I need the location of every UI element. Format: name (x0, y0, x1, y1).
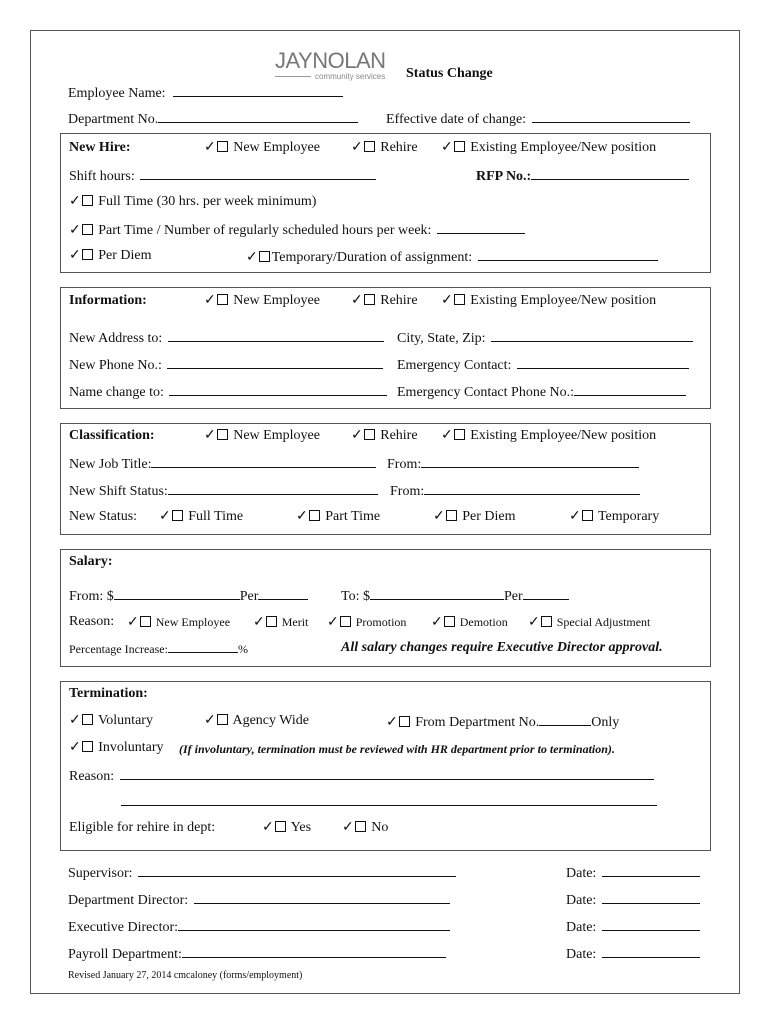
executive-director-date-field[interactable] (602, 918, 700, 931)
checkbox-icon[interactable]: ✓ (528, 614, 552, 631)
checkbox-icon[interactable]: ✓ (441, 428, 465, 444)
department-director-date-row (566, 891, 700, 909)
city-state-zip-label: City, State, Zip: (397, 331, 486, 346)
emergency-contact-label: Emergency Contact: (397, 358, 512, 373)
executive-director-signature-field[interactable] (178, 918, 450, 931)
effective-date-row (386, 110, 690, 128)
new-phone-field[interactable] (167, 356, 383, 369)
new-phone-label: New Phone No.: (69, 358, 162, 373)
supervisor-label: Supervisor: (68, 866, 133, 881)
checkbox-icon[interactable]: ✓ (69, 248, 93, 264)
checkbox-icon[interactable]: ✓ (69, 194, 93, 210)
checkbox-icon[interactable]: ✓ (253, 614, 277, 631)
checkbox-icon[interactable]: ✓ (204, 428, 228, 444)
salary-from-field[interactable] (114, 587, 240, 600)
salary-to-label: To: $ (341, 589, 370, 604)
payroll-department-row (68, 945, 446, 963)
percentage-increase-row (69, 641, 248, 657)
classification-option-rehire[interactable]: ✓ Rehire (351, 428, 418, 443)
termination-reason-label: Reason: (69, 769, 115, 784)
department-director-label: Department Director: (68, 893, 189, 908)
employee-name-label: Employee Name: (68, 86, 166, 101)
status-option-part-time[interactable]: ✓ Part Time (296, 509, 381, 524)
form-page (30, 30, 740, 994)
checkbox-icon[interactable]: ✓ (262, 820, 286, 836)
supervisor-row (68, 864, 456, 882)
status-option-temporary[interactable]: ✓ Temporary (569, 509, 660, 524)
department-no-row (68, 110, 358, 128)
shift-hours-field[interactable] (140, 167, 376, 180)
salary-to-field[interactable] (370, 587, 504, 600)
new-hire-section (60, 133, 711, 273)
executive-director-row (68, 918, 450, 936)
supervisor-date-row (566, 864, 700, 882)
name-change-field[interactable] (169, 383, 387, 396)
new-hire-option-existing[interactable]: ✓ Existing Employee/New position (441, 140, 657, 155)
temporary-label: Temporary/Duration of assignment: (271, 250, 473, 265)
status-option-full-time[interactable]: ✓ Full Time (159, 509, 244, 524)
rfp-field[interactable] (531, 167, 689, 180)
checkbox-icon[interactable]: ✓ (127, 614, 151, 631)
job-from-label: From: (387, 457, 422, 472)
checkbox-icon[interactable]: ✓ (69, 740, 93, 756)
name-change-row (69, 383, 387, 401)
termination-heading: Termination: (69, 686, 148, 701)
reason-option-new-employee[interactable]: ✓ New Employee (127, 615, 231, 630)
percentage-increase-label: Percentage Increase: (69, 642, 168, 656)
checkbox-icon[interactable]: ✓ (327, 614, 351, 631)
executive-director-label: Executive Director: (68, 920, 179, 935)
effective-date-field[interactable] (532, 110, 690, 123)
classification-section (60, 423, 711, 535)
temporary-option[interactable] (246, 248, 658, 266)
executive-director-date-row (566, 918, 700, 936)
new-hire-heading: New Hire: (69, 140, 131, 155)
employee-name-field[interactable] (173, 84, 343, 97)
emergency-contact-field[interactable] (517, 356, 689, 369)
department-no-label: Department No. (68, 112, 159, 127)
new-phone-row (69, 356, 383, 374)
voluntary-option[interactable]: ✓ Voluntary (69, 713, 153, 728)
payroll-department-date-field[interactable] (602, 945, 700, 958)
agency-wide-option[interactable]: ✓ Agency Wide (204, 713, 310, 728)
date-label: Date: (566, 893, 597, 908)
reason-option-special-adjustment[interactable]: ✓ Special Adjustment (528, 615, 651, 630)
checkbox-icon[interactable]: ✓ (69, 713, 93, 729)
termination-reason-line-2 (121, 793, 657, 811)
classification-option-existing[interactable]: ✓ Existing Employee/New position (441, 428, 657, 443)
percentage-increase-field[interactable] (168, 641, 238, 653)
date-label: Date: (566, 866, 597, 881)
salary-per-label-2: Per (503, 589, 523, 604)
name-change-label: Name change to: (69, 385, 164, 400)
per-diem-label: Per Diem (98, 248, 152, 263)
supervisor-signature-field[interactable] (138, 864, 456, 877)
employee-name-row (68, 84, 343, 102)
termination-section (60, 681, 711, 851)
involuntary-option[interactable]: ✓ Involuntary (69, 740, 164, 755)
information-heading: Information: (69, 293, 147, 308)
salary-section (60, 549, 711, 667)
new-hire-option-rehire[interactable]: ✓ Rehire (351, 140, 418, 155)
information-section (60, 287, 711, 409)
checkbox-icon[interactable]: ✓ (441, 293, 465, 309)
checkbox-icon[interactable]: ✓ (351, 293, 375, 309)
termination-reason-field[interactable] (120, 767, 654, 780)
part-time-hours-field[interactable] (437, 221, 525, 234)
shift-hours-label: Shift hours: (69, 169, 135, 184)
department-director-row (68, 891, 450, 909)
jaynolan-logo (275, 49, 415, 87)
department-director-date-field[interactable] (602, 891, 700, 904)
emergency-phone-label: Emergency Contact Phone No.: (397, 385, 575, 400)
emergency-phone-row (397, 383, 686, 401)
new-job-title-field[interactable] (151, 455, 376, 468)
termination-reason-field-2[interactable] (121, 793, 657, 806)
salary-approval-note: All salary changes require Executive Director approval. (341, 640, 663, 655)
from-department-option[interactable]: ✓ From Department No. Only (386, 715, 620, 730)
eligible-yes-option[interactable]: ✓ Yes (262, 820, 312, 835)
reason-option-demotion[interactable]: ✓ Demotion (431, 615, 508, 630)
job-from-field[interactable] (421, 455, 639, 468)
checkbox-icon[interactable]: ✓ (204, 713, 228, 729)
emergency-phone-field[interactable] (574, 383, 686, 396)
date-label: Date: (566, 947, 597, 962)
logo-wordmark: JAYNOLAN (275, 48, 386, 73)
information-option-rehire[interactable]: ✓ Rehire (351, 293, 418, 308)
new-shift-status-row (69, 482, 378, 500)
salary-from-label: From: $ (69, 589, 114, 604)
new-status-label: New Status: (69, 509, 138, 524)
checkbox-icon[interactable]: ✓ (69, 223, 93, 239)
salary-heading: Salary: (69, 554, 113, 569)
department-director-signature-field[interactable] (194, 891, 450, 904)
full-time-option[interactable] (69, 194, 316, 210)
logo-tagline: community services (315, 72, 386, 81)
new-job-title-label: New Job Title: (69, 457, 152, 472)
information-option-existing[interactable]: ✓ Existing Employee/New position (441, 293, 657, 308)
checkbox-icon[interactable]: ✓ (296, 509, 320, 525)
reason-option-promotion[interactable]: ✓ Promotion (327, 615, 407, 630)
new-hire-option-new-employee[interactable]: ✓ New Employee (204, 140, 320, 155)
reason-option-merit[interactable]: ✓ Merit (253, 615, 309, 630)
date-label: Date: (566, 920, 597, 935)
salary-to-row (341, 587, 569, 605)
full-time-label: Full Time (30 hrs. per week minimum) (98, 194, 317, 209)
rfp-label: RFP No.: (476, 169, 532, 184)
classification-heading: Classification: (69, 428, 155, 443)
checkbox-icon[interactable]: ✓ (204, 293, 228, 309)
checkbox-icon[interactable]: ✓ (441, 140, 465, 156)
temporary-duration-field[interactable] (478, 248, 658, 261)
salary-from-per-field[interactable] (258, 587, 308, 600)
checkbox-icon[interactable]: ✓ (433, 509, 457, 525)
payroll-department-signature-field[interactable] (182, 945, 446, 958)
new-address-field[interactable] (168, 329, 384, 342)
shift-from-label: From: (390, 484, 425, 499)
new-address-row (69, 329, 384, 347)
new-shift-status-label: New Shift Status: (69, 484, 168, 499)
effective-date-label: Effective date of change: (386, 112, 527, 127)
payroll-department-label: Payroll Department: (68, 947, 182, 962)
checkbox-icon[interactable]: ✓ (431, 614, 455, 631)
involuntary-note: (If involuntary, termination must be reviewed with HR department prior to termination). (179, 742, 615, 756)
emergency-contact-row (397, 356, 689, 374)
revision-footer: Revised January 27, 2014 cmcaloney (forms/employment) (68, 970, 303, 981)
part-time-label: Part Time / Number of regularly scheduled hours per week: (98, 223, 432, 238)
city-state-zip-row (397, 329, 693, 347)
new-address-label: New Address to: (69, 331, 163, 346)
per-diem-option[interactable] (69, 248, 152, 264)
checkbox-icon[interactable]: ✓ (246, 250, 270, 266)
classification-option-new-employee[interactable]: ✓ New Employee (204, 428, 320, 443)
checkbox-icon[interactable]: ✓ (351, 428, 375, 444)
checkbox-icon[interactable]: ✓ (386, 715, 410, 731)
information-option-new-employee[interactable]: ✓ New Employee (204, 293, 320, 308)
status-option-per-diem[interactable]: ✓ Per Diem (433, 509, 516, 524)
salary-from-row (69, 587, 308, 605)
part-time-option[interactable] (69, 221, 525, 239)
rfp-row (476, 167, 689, 185)
new-job-title-row (69, 455, 376, 473)
new-shift-status-field[interactable] (168, 482, 378, 495)
salary-per-label: Per (239, 589, 259, 604)
city-state-zip-field[interactable] (491, 329, 693, 342)
shift-from-field[interactable] (424, 482, 640, 495)
termination-reason-row (69, 767, 654, 785)
salary-reason-label: Reason: (69, 614, 115, 629)
salary-to-per-field[interactable] (523, 587, 569, 600)
shift-hours-row (69, 167, 376, 185)
form-title: Status Change (406, 66, 493, 81)
job-from-row (387, 455, 639, 473)
eligible-no-option[interactable]: ✓ No (342, 820, 389, 835)
checkbox-icon[interactable]: ✓ (342, 820, 366, 836)
checkbox-icon[interactable]: ✓ (159, 509, 183, 525)
checkbox-icon[interactable]: ✓ (569, 509, 593, 525)
percent-sign: % (237, 642, 248, 656)
from-department-field[interactable] (539, 713, 591, 726)
department-no-field[interactable] (158, 110, 358, 123)
checkbox-icon[interactable]: ✓ (204, 140, 228, 156)
eligible-rehire-label: Eligible for rehire in dept: (69, 820, 216, 835)
shift-from-row (390, 482, 640, 500)
payroll-department-date-row (566, 945, 700, 963)
checkbox-icon[interactable]: ✓ (351, 140, 375, 156)
supervisor-date-field[interactable] (602, 864, 700, 877)
